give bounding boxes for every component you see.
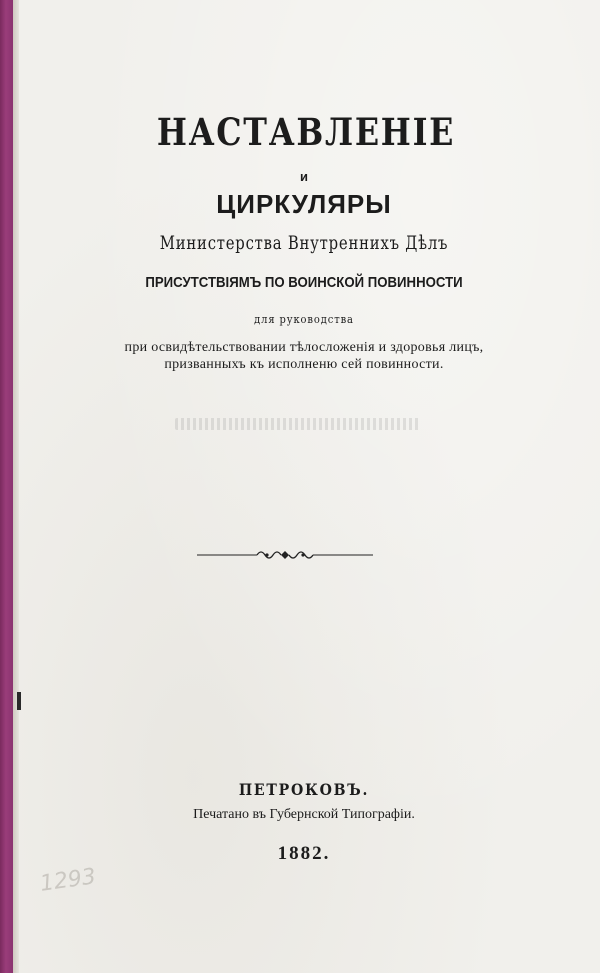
purpose-line-1: при освидѣтельствовании тѣлосложенія и здоровья лицъ, xyxy=(124,340,484,355)
document-subtitle: ЦИРКУЛЯРЫ xyxy=(216,189,392,219)
decorative-rule-icon xyxy=(195,545,375,565)
imprint-year: 1882. xyxy=(277,843,331,864)
show-through-text xyxy=(175,418,420,430)
document-title: НАСТАВЛЕНІЕ xyxy=(156,110,456,154)
imprint-city: ПЕТРОКОВЪ. xyxy=(238,780,370,799)
addressee-line: ПРИСУТСТВІЯМЪ ПО ВОИНСКОЙ ПОВИННОСТИ xyxy=(145,274,463,291)
imprint-printer: Печатано въ Губернской Типографіи. xyxy=(193,807,415,822)
title-conjunction: и xyxy=(300,169,308,184)
binding-mark xyxy=(17,692,21,710)
handwritten-shelfmark: 1293 xyxy=(38,864,98,897)
guidance-line: для руководства xyxy=(254,313,354,326)
ministry-line: Министерства Внутреннихъ Дѣлъ xyxy=(159,232,449,254)
binding-spine xyxy=(0,0,13,973)
purpose-line-2: призванныхъ къ исполненю сей повинности. xyxy=(164,357,444,372)
